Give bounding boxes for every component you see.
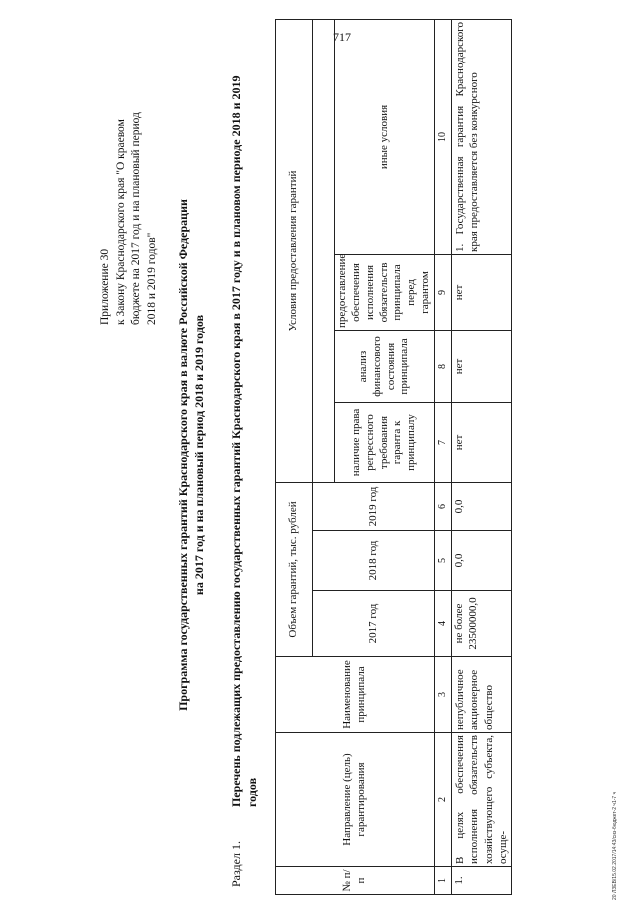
row-num: 1. — [452, 867, 512, 895]
row-other: 1. Государственная гарантия Краснодарского края предоставляется без конкурсного — [452, 19, 512, 254]
section-title: Перечень подлежащих предоставлению государственных гарантий Краснодарского края в 2017 году и в плановом периоде 2018 и 2019 годов — [229, 75, 260, 807]
column-number: 1 — [435, 867, 452, 895]
row-analysis: нет — [452, 330, 512, 402]
row-2019: 0,0 — [452, 482, 512, 530]
section-label: Раздел 1. — [229, 841, 243, 887]
program-title — [175, 95, 207, 815]
header-other: иные условия — [335, 19, 435, 254]
header-volume-group: Объем гарантий, тыс. рублей — [276, 482, 313, 656]
column-number: 3 — [435, 657, 452, 733]
appendix-line: к Закону Краснодарского края "О краевом — [114, 119, 127, 325]
header-conditions-spacer — [313, 19, 335, 482]
table-row — [452, 19, 512, 894]
column-number: 2 — [435, 733, 452, 867]
program-title-line: на 2017 год и на плановый период 2018 и 2019 годов — [192, 314, 207, 596]
column-number: 9 — [435, 254, 452, 330]
appendix-note — [98, 25, 160, 325]
appendix-line: 2018 и 2019 годов" — [145, 232, 158, 325]
appendix-line: бюджете на 2017 год и на плановый период — [130, 112, 143, 325]
page-number: 717 — [333, 30, 351, 44]
appendix-line: Приложение 30 — [99, 248, 111, 325]
header-2017: 2017 год — [313, 591, 435, 657]
column-number: 5 — [435, 531, 452, 591]
header-2018: 2018 год — [313, 531, 435, 591]
guarantees-table — [275, 19, 512, 895]
row-2018: 0,0 — [452, 531, 512, 591]
row-direction: В целях обеспечения исполнения обязательств хозяйствующего субъекта, осуще- — [452, 733, 512, 867]
header-analysis: анализ финансового состояния принципала — [335, 330, 435, 402]
row-2017: не более 23500000,0 — [452, 591, 512, 657]
row-principal: непубличное акционерное общество — [452, 657, 512, 733]
program-title-line: Программа государственных гарантий Краснодарского края в валюте Российской Федерации — [176, 199, 190, 711]
column-number: 6 — [435, 482, 452, 530]
header-principal: Наименование принципала — [276, 657, 435, 733]
footer-code: 20 ЛЗЕВ/15.02.2017/14:43/сиз-бюджет-2 ч1-7 ч — [612, 791, 618, 900]
header-regress: наличие права регрессного требования гаранта к принципалу — [335, 402, 435, 482]
column-number: 10 — [435, 19, 452, 254]
header-2019: 2019 год — [313, 482, 435, 530]
row-regress: нет — [452, 402, 512, 482]
row-security: нет — [452, 254, 512, 330]
header-conditions-group: Условия предоставления гарантий — [276, 19, 313, 482]
column-number: 4 — [435, 591, 452, 657]
header-num: № п/п — [276, 867, 435, 895]
rotated-page-content — [80, 20, 610, 895]
column-number: 8 — [435, 330, 452, 402]
column-number: 7 — [435, 402, 452, 482]
header-security: предоставление обеспечения исполнения обязательств принципала перед гарантом — [335, 254, 435, 330]
header-direction: Направление (цель) гарантирования — [276, 733, 435, 867]
